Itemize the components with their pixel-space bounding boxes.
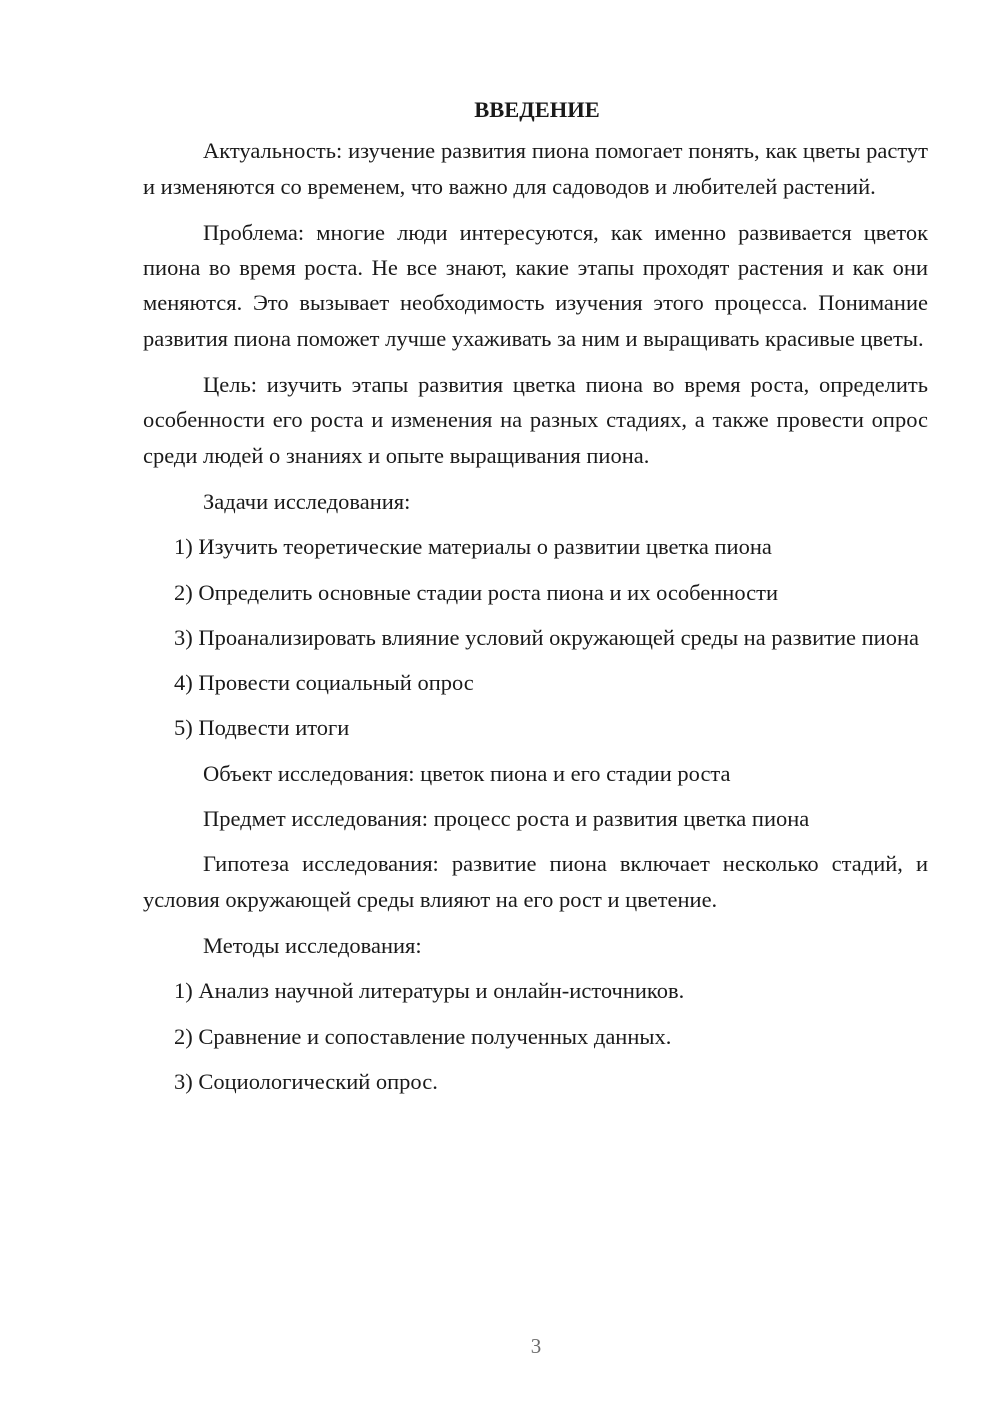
task-item: 3) Проанализировать влияние условий окружающей среды на развитие пиона — [174, 624, 919, 650]
section-title: ВВЕДЕНИЕ — [474, 97, 600, 122]
task-item: 4) Провести социальный опрос — [174, 670, 474, 696]
tasks-heading: Задачи исследования: — [203, 488, 411, 514]
document-page — [143, 92, 928, 1109]
task-item: 1) Изучить теоретические материалы о развитии цветка пиона — [174, 534, 772, 560]
methods-heading: Методы исследования: — [203, 932, 422, 958]
goal-paragraph: Цель: изучить этапы развития цветка пиона во время роста, определить особенности его роста и изменения на разных стадиях, а также провести опрос среди людей о знаниях и опыте выращивания пиона. — [143, 372, 928, 468]
object-paragraph: Объект исследования: цветок пиона и его стадии роста — [203, 760, 731, 786]
subject-paragraph: Предмет исследования: процесс роста и развития цветка пиона — [203, 806, 810, 832]
tasks-list — [143, 529, 928, 745]
methods-list — [143, 973, 928, 1099]
method-item: 1) Анализ научной литературы и онлайн-источников. — [174, 978, 685, 1004]
method-item: 3) Социологический опрос. — [174, 1068, 438, 1094]
task-item: 5) Подвести итоги — [174, 715, 350, 741]
task-item: 2) Определить основные стадии роста пиона и их особенности — [174, 579, 779, 605]
relevance-paragraph: Актуальность: изучение развития пиона помогает понять, как цветы растут и изменяются со временем, что важно для садоводов и любителей растений. — [143, 138, 928, 199]
problem-paragraph: Проблема: многие люди интересуются, как именно развивается цветок пиона во время роста. Не все знают, какие этапы проходят растения и как они меняются. Это вызывает необходимость изучения этого процесса. Понимание развития пиона поможет лучше ухаживать за ним и выращивать красивые цветы. — [143, 219, 928, 351]
hypothesis-paragraph: Гипотеза исследования: развитие пиона включает несколько стадий, и условия окружающей среды влияют на его рост и цветение. — [143, 851, 928, 912]
method-item: 2) Сравнение и сопоставление полученных данных. — [174, 1023, 672, 1049]
page-number: 3 — [530, 1334, 542, 1358]
